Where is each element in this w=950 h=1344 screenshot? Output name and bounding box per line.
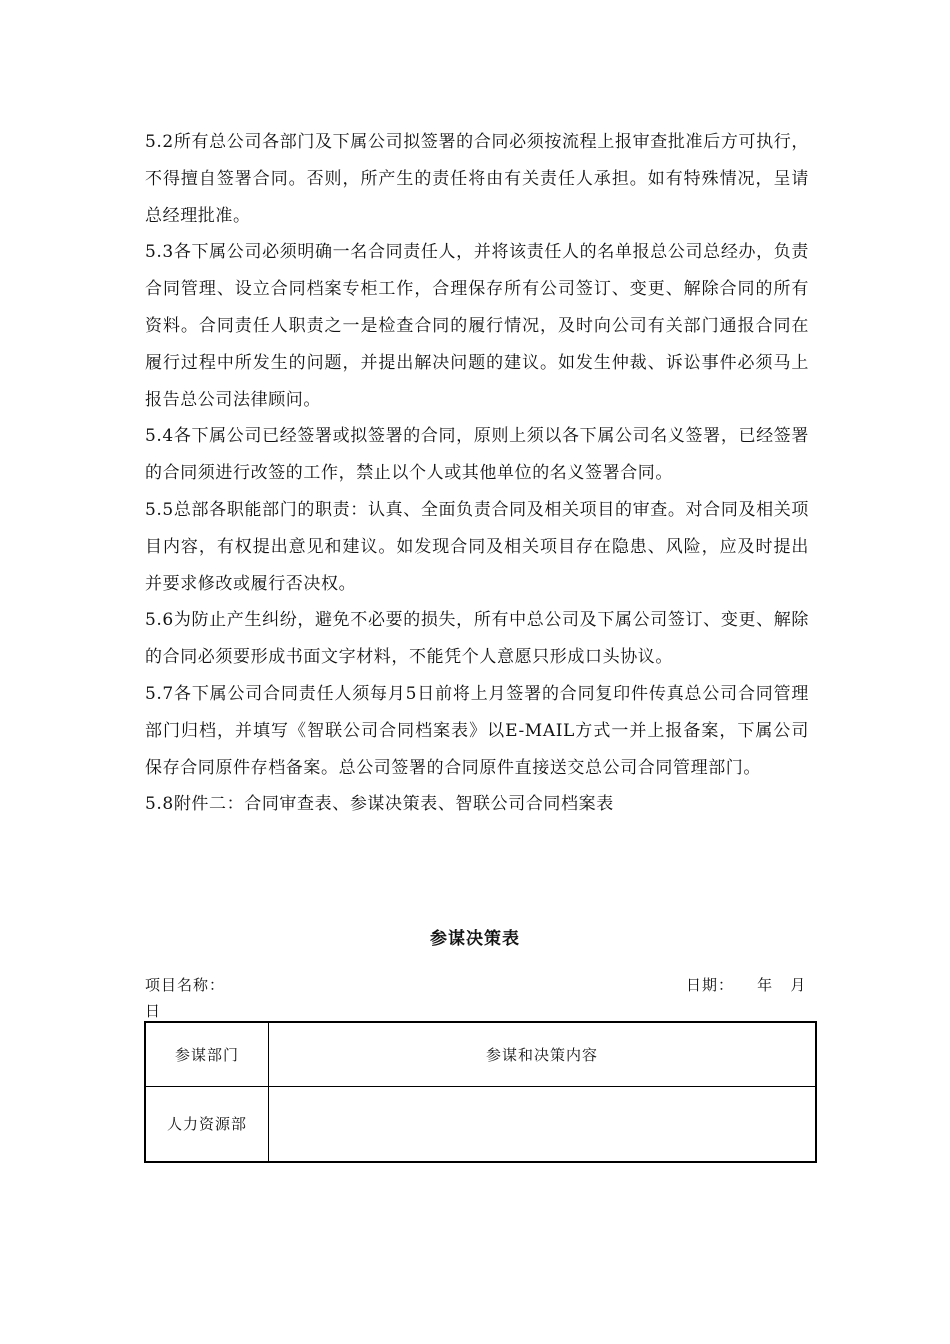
clause-5-7: 5.7各下属公司合同责任人须每月5日前将上月签署的合同复印件传真总公司合同管理部门归档，并填写《智联公司合同档案表》以E-MAIL方式一并上报备案，下属公司保存合同原件存档备案。总公司签署的合同原件直接送交总公司合同管理部门。 bbox=[145, 683, 809, 778]
regulation-text bbox=[145, 124, 809, 823]
date-label: 日期： 年 月 bbox=[686, 976, 807, 994]
table-row bbox=[145, 1086, 816, 1162]
date-day-label: 日 bbox=[145, 1002, 161, 1020]
clause-5-2: 5.2所有总公司各部门及下属公司拟签署的合同必须按流程上报审查批准后方可执行，不得擅自签署合同。否则，所产生的责任将由有关责任人承担。如有特殊情况，呈请总经理批准。 bbox=[145, 132, 809, 226]
dept-cell: 人力资源部 bbox=[145, 1086, 269, 1162]
clause-5-4: 5.4各下属公司已经签署或拟签署的合同，原则上须以各下属公司名义签署，已经签署的合同须进行改签的工作，禁止以个人或其他单位的名义签署合同。 bbox=[145, 426, 809, 484]
project-name-label: 项目名称： bbox=[145, 976, 226, 994]
table-header-row bbox=[145, 1022, 816, 1086]
clause-5-3: 5.3各下属公司必须明确一名合同责任人，并将该责任人的名单报总公司总经办，负责合同管理、设立合同档案专柜工作，合理保存所有公司签订、变更、解除合同的所有资料。合同责任人职责之一是检查合同的履行情况，及时向公司有关部门通报合同在履行过程中所发生的问题，并提出解决问题的建议。如发生仲裁、诉讼事件必须马上报告总公司法律顾问。 bbox=[145, 242, 809, 410]
decision-table bbox=[144, 1021, 817, 1163]
content-cell[interactable] bbox=[269, 1086, 817, 1162]
clause-5-6: 5.6为防止产生纠纷，避免不必要的损失，所有中总公司及下属公司签订、变更、解除的合同必须要形成书面文字材料，不能凭个人意愿只形成口头协议。 bbox=[145, 610, 809, 668]
header-dept-cell: 参谋部门 bbox=[145, 1022, 269, 1086]
header-content-cell: 参谋和决策内容 bbox=[269, 1022, 817, 1086]
form-title: 参谋决策表 bbox=[430, 929, 520, 949]
clause-5-8: 5.8附件二：合同审查表、参谋决策表、智联公司合同档案表 bbox=[145, 794, 614, 815]
clause-5-5: 5.5总部各职能部门的职责：认真、全面负责合同及相关项目的审查。对合同及相关项目内容，有权提出意见和建议。如发现合同及相关项目存在隐患、风险，应及时提出并要求修改或履行否决权。 bbox=[145, 499, 809, 594]
